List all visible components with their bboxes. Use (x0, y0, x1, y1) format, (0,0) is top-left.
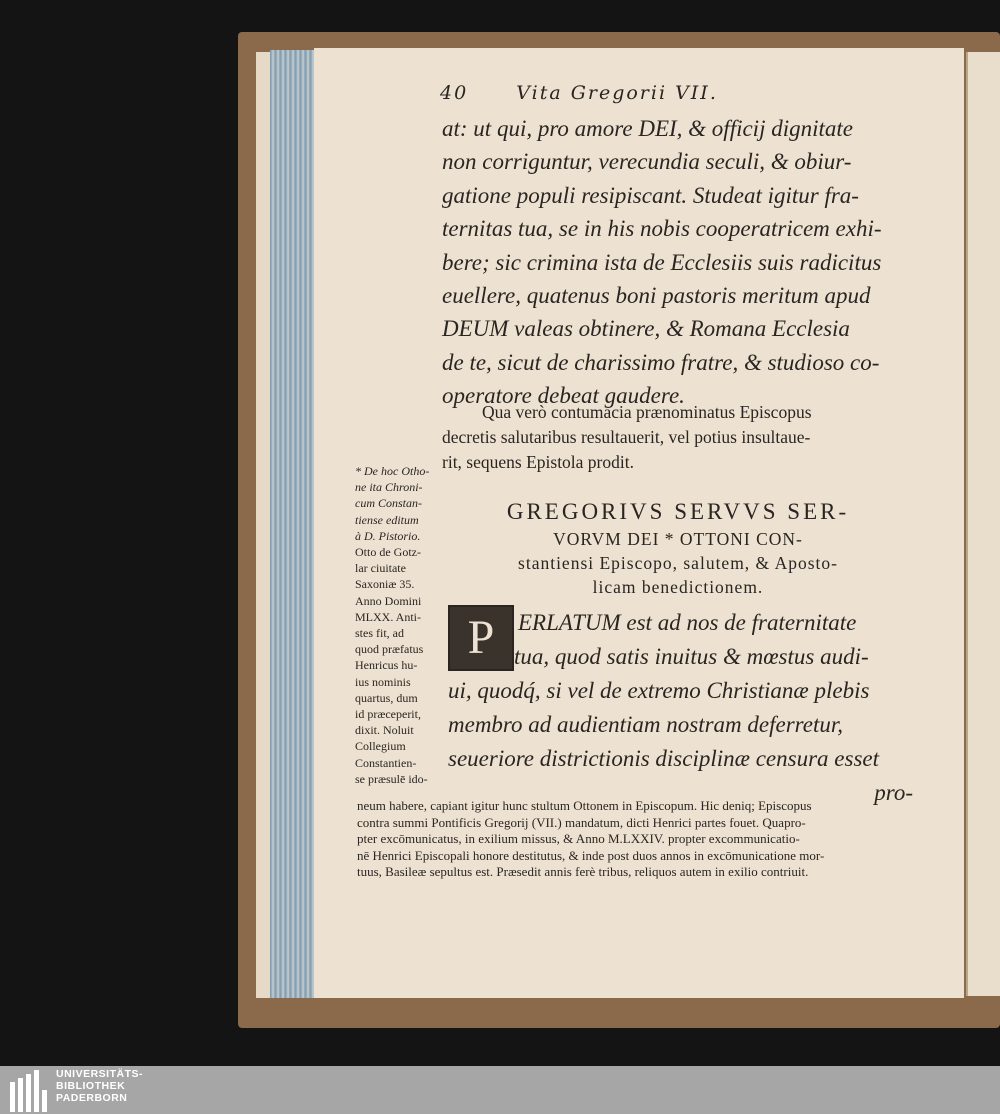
logo-line: BIBLIOTHEK (56, 1080, 126, 1092)
note-line: lar ciuitate (355, 561, 406, 576)
facing-page-edge (966, 52, 1000, 996)
note-line: Saxoniæ 35. (355, 577, 415, 592)
text-line: Qua verò contumacia prænominatus Episcopus (482, 402, 812, 422)
text-line: non corriguntur, verecundia seculi, & obiur- (442, 149, 852, 175)
footnote-line: contra summi Pontificis Gregorij (VII.) mandatum, dicti Henrici partes fouet. Quapro- (357, 814, 806, 830)
note-line: Collegium (355, 739, 406, 754)
page-number: 40 (440, 82, 469, 104)
footnote-line: neum habere, capiant igitur hunc stultum Ottonem in Episcopum. Hic deniq; Episcopus (357, 798, 812, 813)
note-line: dixit. Noluit (355, 723, 414, 738)
note-line: Constantien- (355, 755, 417, 770)
footnote-line: nē Henrici Episcopali honore destitutus, & inde post duos annos in excōmunicatione mor- (357, 847, 825, 863)
heading-line: GREGORIVS SERVVS SER- (506, 499, 850, 524)
note-line: ius nominis (355, 674, 411, 689)
letter-body (448, 606, 913, 810)
text-line: DEUM valeas obtinere, & Romana Ecclesia (442, 316, 850, 342)
narrative-paragraph (442, 400, 912, 475)
marginal-note (355, 463, 447, 787)
text-line: ternitas tua, se in his nobis cooperatricem exhi- (442, 216, 882, 242)
text-line: de te, sicut de charissimo fratre, & studioso co- (442, 349, 880, 375)
text-line: decretis salutaribus resultauerit, vel potius insultaue- (442, 427, 811, 447)
text-line: euellere, quatenus boni pastoris meritum apud (442, 283, 871, 309)
note-line: MLXX. Anti- (355, 609, 421, 624)
logo-line: UNIVERSITÄTS- (56, 1068, 144, 1080)
heading-line: licam benedictionem. (592, 577, 764, 597)
text-line: membro ad audientiam nostram deferretur, (448, 712, 844, 737)
heading-line: stantiensi Episcopo, salutem, & Aposto- (518, 553, 838, 573)
note-line: cum Constan- (355, 496, 422, 511)
note-line: se præsulē ido- (355, 771, 428, 786)
running-title: Vita Gregorii VII. (516, 82, 718, 104)
text-line: tua, quod satis inuitus & mœstus audi- (514, 644, 869, 669)
note-line: quartus, dum (355, 690, 418, 705)
text-line: operatore debeat gaudere. (442, 383, 685, 409)
library-footer-bar (0, 1066, 1000, 1114)
text-line: ERLATUM est ad nos de fraternitate (518, 610, 857, 635)
text-line: seueriore districtionis disciplinæ censura esset (448, 746, 880, 771)
decorated-initial: P (448, 605, 514, 671)
note-line: ne ita Chroni- (355, 480, 423, 495)
catchword: pro- (874, 780, 913, 805)
running-header (440, 82, 910, 104)
footnote (357, 798, 909, 881)
letter-heading (448, 497, 908, 599)
note-line: id præceperit, (355, 707, 421, 722)
text-line: rit, sequens Epistola prodit. (442, 452, 634, 472)
letter-continuation (442, 112, 912, 413)
note-line: quod præfatus (355, 642, 424, 657)
note-line: Otto de Gotz- (355, 545, 421, 560)
logo-line: PADERBORN (56, 1092, 128, 1104)
note-line: à D. Pistorio. (355, 528, 421, 543)
library-logo-text (56, 1068, 143, 1104)
note-line: tiense editum (355, 512, 419, 527)
footnote-line: pter excōmunicatus, in exilium missus, & Anno M.LXXIV. propter excommunicatio- (357, 831, 800, 847)
library-logo-icon (10, 1068, 50, 1112)
text-line: ui, quodq́, si vel de extremo Christianæ plebis (448, 678, 870, 703)
note-line: Anno Domini (355, 593, 422, 608)
text-line: bere; sic crimina ista de Ecclesiis suis radicitus (442, 249, 882, 275)
note-line: stes fit, ad (355, 626, 404, 641)
text-line: at: ut qui, pro amore DEI, & officij dignitate (442, 116, 853, 141)
footnote-line: tuus, Basileæ sepultus est. Præsedit annis ferè tribus, reliquos autem in exilio contriuit. (357, 864, 809, 880)
text-line: gatione populi resipiscant. Studeat igitur fra- (442, 182, 859, 208)
note-line: Henricus hu- (355, 658, 418, 673)
heading-line: VORVM DEI * OTTONI CON- (553, 529, 803, 549)
note-line: * De hoc Otho- (355, 464, 430, 478)
page-edges (270, 50, 318, 998)
